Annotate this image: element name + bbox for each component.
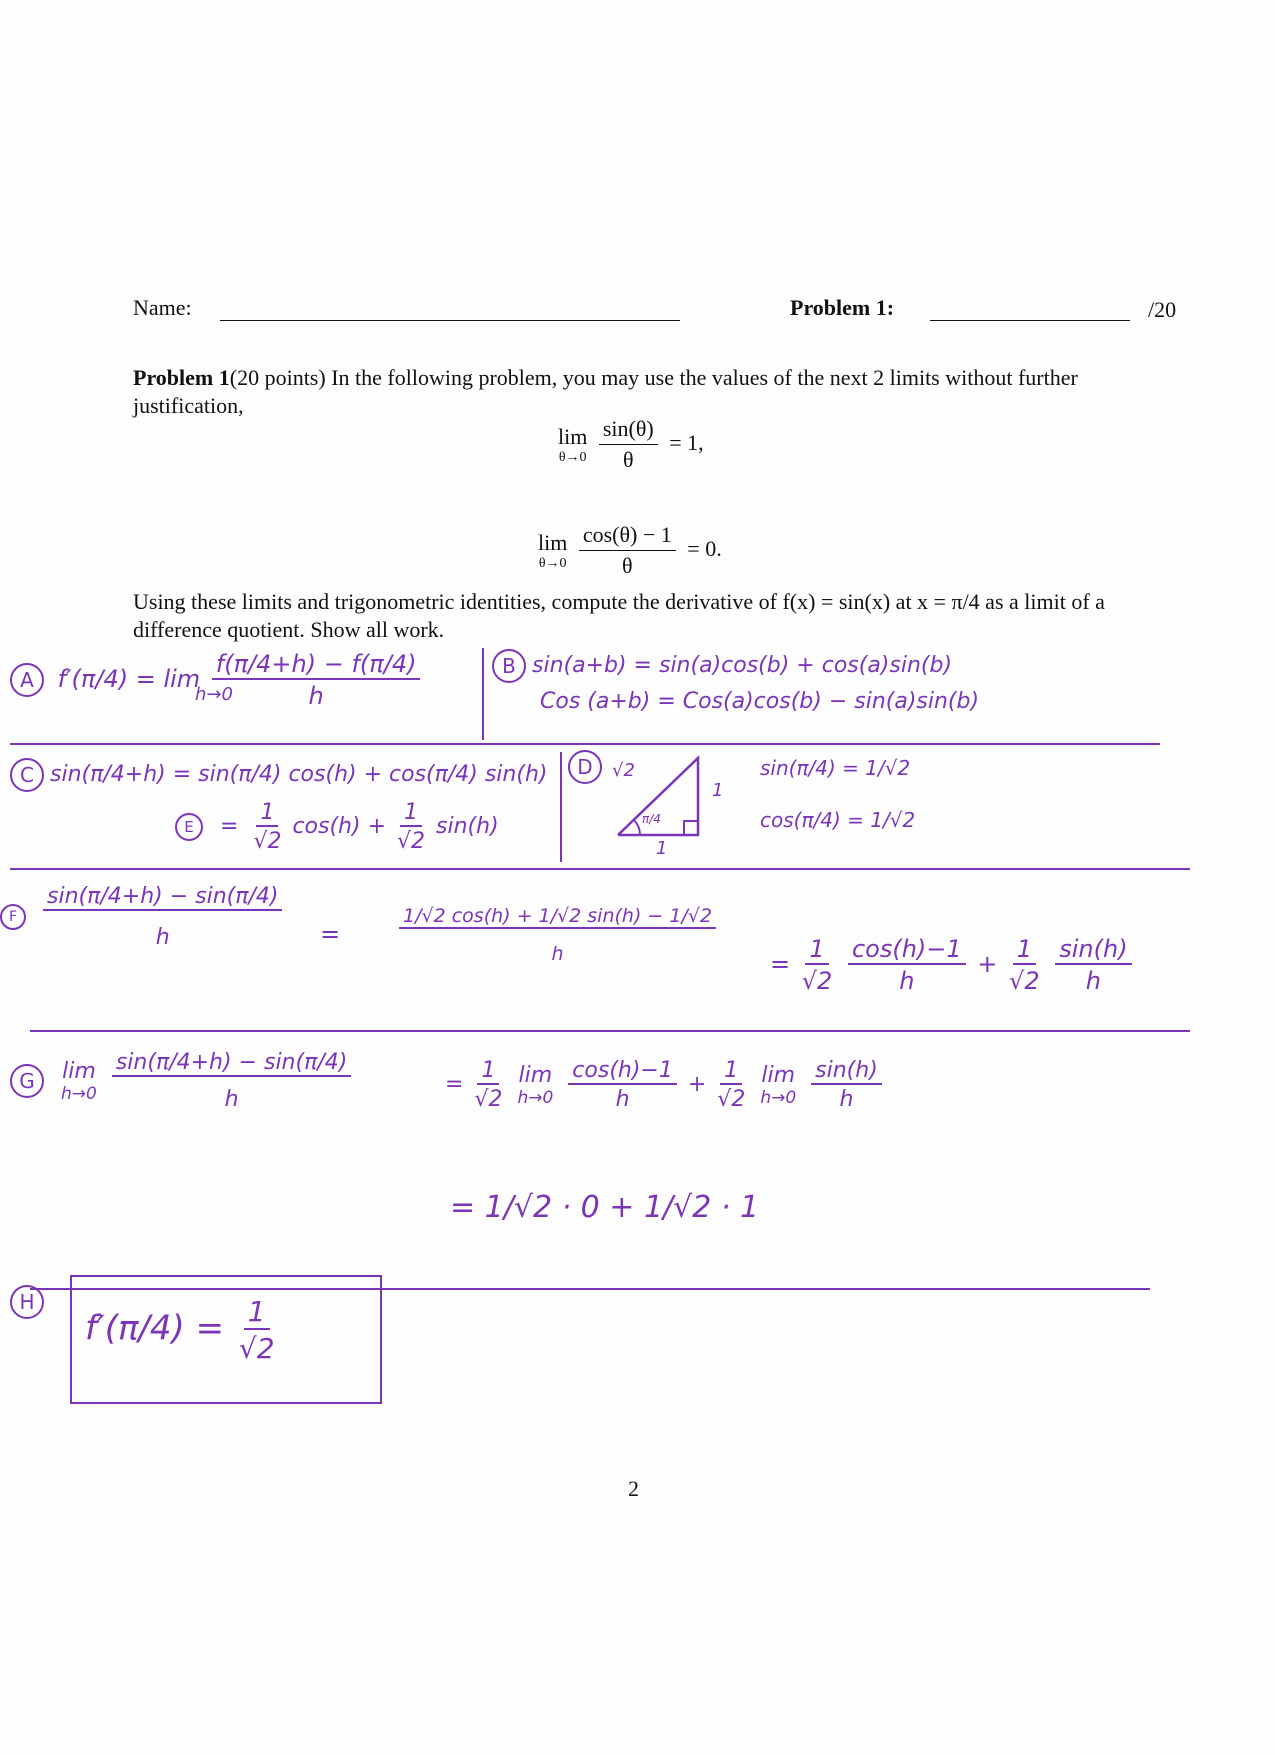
step-f-c1: 1 bbox=[805, 935, 828, 965]
marker-c: C bbox=[10, 758, 44, 792]
problem-intro-text: (20 points) In the following problem, you may use the values of the next 2 limits without further justification, bbox=[133, 365, 1078, 418]
step-g-a2d: √2 bbox=[717, 1087, 746, 1112]
score-field[interactable] bbox=[930, 320, 1130, 321]
step-g-plus: + bbox=[687, 1072, 707, 1097]
name-field[interactable] bbox=[220, 320, 680, 321]
cos-value: cos(π/4) = 1/√2 bbox=[760, 808, 916, 832]
step-g-lim1: lim bbox=[518, 1062, 553, 1088]
name-label: Name: bbox=[133, 295, 192, 320]
triangle-base: 1 bbox=[656, 838, 668, 859]
step-f-c2d: √2 bbox=[1009, 967, 1040, 995]
step-g bbox=[10, 1050, 355, 1112]
marker-g: G bbox=[10, 1064, 44, 1098]
problem-heading: Problem 1 bbox=[133, 365, 230, 390]
limit-2-sub: θ→0 bbox=[538, 555, 567, 571]
step-c-cos: cos(h) + bbox=[292, 814, 387, 839]
triangle-angle: π/4 bbox=[642, 812, 661, 826]
angle-arc bbox=[634, 820, 640, 835]
marker-a: A bbox=[10, 663, 44, 697]
step-f-mid-den: h bbox=[551, 943, 564, 965]
step-c-frac1-den: √2 bbox=[253, 829, 282, 854]
step-f-t2d: h bbox=[1085, 967, 1102, 995]
step-g-f1d: h bbox=[615, 1087, 630, 1112]
marker-b: B bbox=[492, 649, 526, 683]
step-g-num: sin(π/4+h) − sin(π/4) bbox=[112, 1050, 351, 1077]
step-g-f2d: h bbox=[839, 1087, 854, 1112]
page-number: 2 bbox=[628, 1476, 639, 1501]
separator-2 bbox=[10, 868, 1190, 870]
step-c-frac2-den: √2 bbox=[397, 829, 426, 854]
step-f-mid-num: 1/√2 cos(h) + 1/√2 sin(h) − 1/√2 bbox=[399, 905, 716, 929]
limit-1-lim: lim bbox=[558, 423, 588, 449]
step-f-eq2: = bbox=[770, 950, 791, 978]
step-g-a2: 1 bbox=[720, 1058, 742, 1085]
problem-score-label: Problem 1: bbox=[790, 295, 895, 320]
limit-1 bbox=[558, 416, 704, 473]
step-b bbox=[492, 648, 979, 720]
step-c-line2: E = $\frac{1}{√2}$ cos(h) + $\frac{1}{√2}$ sin(h) bbox=[175, 800, 499, 854]
step-g-a1d: √2 bbox=[474, 1087, 503, 1112]
limit-2-den: θ bbox=[622, 553, 633, 578]
step-f bbox=[0, 884, 286, 950]
step-a-den: h bbox=[308, 682, 324, 710]
step-f-t1n: cos(h)−1 bbox=[848, 935, 966, 965]
divider-cd bbox=[560, 752, 562, 862]
limit-2 bbox=[538, 522, 722, 579]
step-g-lim: lim bbox=[62, 1058, 96, 1084]
marker-e: E bbox=[175, 813, 203, 841]
step-c-frac1-num: 1 bbox=[256, 800, 278, 827]
step-f-c1d: √2 bbox=[801, 967, 833, 995]
final-answer-den: √2 bbox=[238, 1332, 275, 1365]
step-b-line2: Cos (a+b) = Cos(a)cos(b) − sin(a)sin(b) bbox=[540, 689, 980, 714]
step-g-f2n: sin(h) bbox=[811, 1058, 882, 1085]
separator-1 bbox=[10, 743, 1160, 745]
step-g-sub1: h→0 bbox=[517, 1087, 554, 1108]
step-a bbox=[10, 650, 424, 710]
step-f-plus: + bbox=[977, 950, 998, 978]
limit-1-num: sin(θ) bbox=[599, 416, 658, 445]
step-g-a1: 1 bbox=[477, 1058, 499, 1085]
triangle-side: 1 bbox=[712, 780, 724, 801]
step-g-den: h bbox=[224, 1087, 239, 1112]
step-g-sub: h→0 bbox=[61, 1083, 97, 1104]
step-b-line1: sin(a+b) = sin(a)cos(b) + cos(a)sin(b) bbox=[532, 653, 953, 678]
points-total: /20 bbox=[1148, 297, 1177, 322]
step-g-sub2: h→0 bbox=[760, 1087, 797, 1108]
right-angle-mark bbox=[684, 821, 698, 835]
limit-2-rhs: = 0. bbox=[687, 535, 722, 561]
step-a-lhs: f′(π/4) = lim bbox=[57, 665, 201, 693]
step-f-t2n: sin(h) bbox=[1055, 935, 1131, 965]
marker-f: F bbox=[0, 904, 26, 930]
step-a-sub: h→0 bbox=[195, 684, 233, 705]
step-g-rhs bbox=[445, 1058, 886, 1112]
question-text: Using these limits and trigonometric identities, compute the derivative of f(x) = sin(x) at x = π/4 as a limit of a difference quotient. Show all work. bbox=[133, 589, 1105, 642]
step-a-num: f(π/4+h) − f(π/4) bbox=[212, 650, 421, 680]
final-answer-lhs: f′(π/4) = bbox=[85, 1308, 225, 1349]
step-g-eq: = bbox=[445, 1072, 464, 1097]
step-f-eq1: = bbox=[320, 920, 341, 948]
marker-h: H bbox=[10, 1285, 44, 1319]
limit-1-den: θ bbox=[623, 447, 634, 472]
step-f-den: h bbox=[155, 925, 170, 950]
step-h bbox=[10, 1285, 50, 1319]
limit-2-num: cos(θ) − 1 bbox=[579, 522, 676, 551]
final-answer bbox=[85, 1295, 279, 1365]
step-g-line2: = 1/√2 · 0 + 1/√2 · 1 bbox=[450, 1190, 760, 1225]
step-f-num: sin(π/4+h) − sin(π/4) bbox=[43, 884, 282, 911]
limit-1-sub: θ→0 bbox=[558, 449, 587, 465]
step-f-middle bbox=[395, 905, 720, 965]
step-c-line1: sin(π/4+h) = sin(π/4) cos(h) + cos(π/4) sin(h) bbox=[50, 762, 548, 787]
step-c bbox=[10, 758, 547, 792]
limit-1-rhs: = 1, bbox=[669, 429, 704, 455]
step-f-t1d: h bbox=[899, 967, 915, 995]
divider-ab bbox=[482, 648, 484, 740]
step-g-f1n: cos(h)−1 bbox=[568, 1058, 677, 1085]
step-c-frac2-num: 1 bbox=[400, 800, 422, 827]
separator-3 bbox=[30, 1030, 1190, 1032]
sin-value: sin(π/4) = 1/√2 bbox=[760, 756, 911, 780]
limit-2-lim: lim bbox=[538, 529, 568, 555]
problem-intro bbox=[133, 364, 1143, 420]
final-answer-num: 1 bbox=[244, 1295, 270, 1330]
marker-d: D bbox=[568, 750, 602, 784]
step-f-c2: 1 bbox=[1013, 935, 1036, 965]
step-f-right bbox=[770, 935, 1136, 995]
step-g-lim2: lim bbox=[761, 1062, 796, 1088]
triangle-hyp: √2 bbox=[612, 760, 635, 781]
step-c-sin: sin(h) bbox=[436, 814, 499, 839]
